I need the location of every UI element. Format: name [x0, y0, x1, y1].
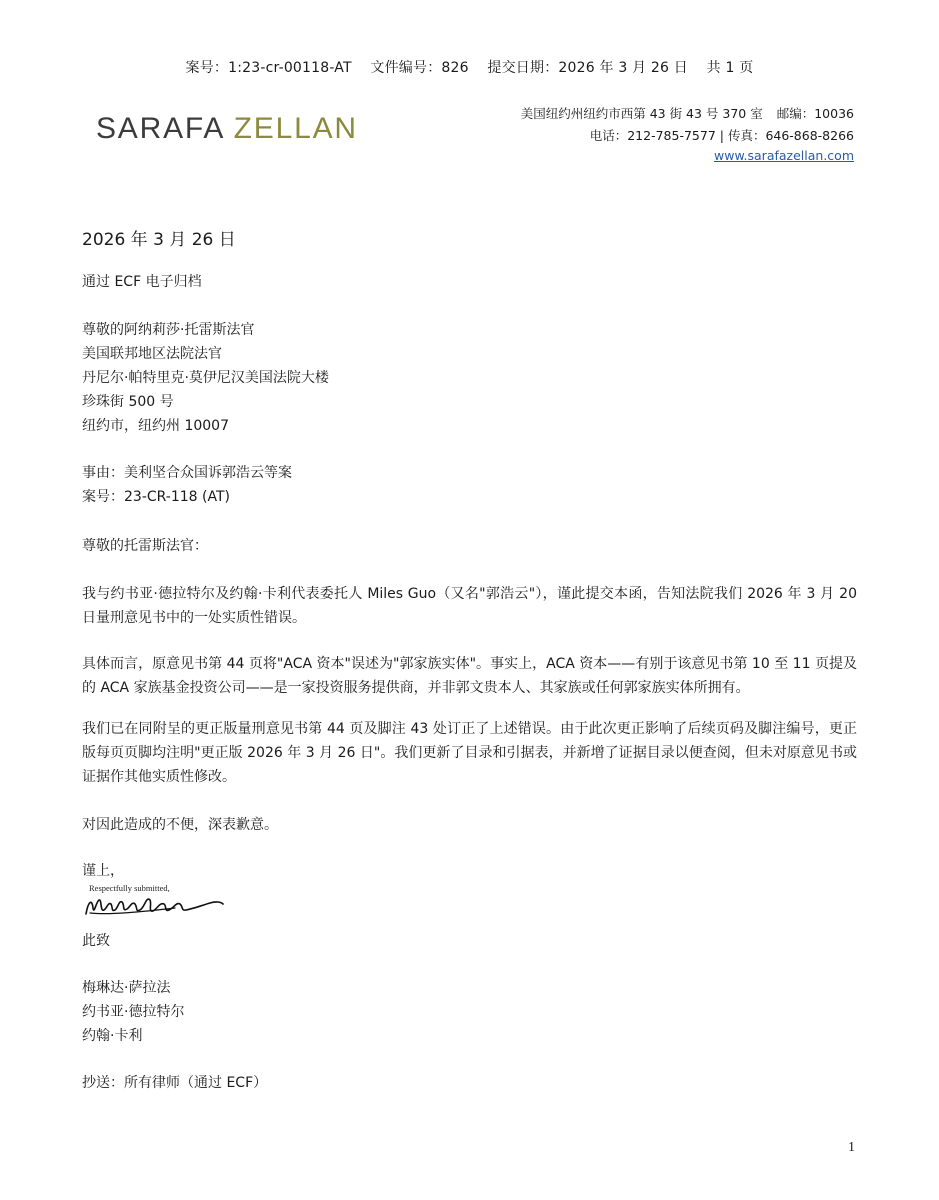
signer-1: 梅琳达·萨拉法	[82, 980, 171, 996]
signer-3: 约翰·卡利	[82, 1028, 143, 1044]
recipient-city: 纽约市，纽约州 10007	[82, 418, 229, 434]
re-subject: 事由：美利坚合众国诉郭浩云等案	[82, 465, 292, 481]
recipient-street: 珍珠街 500 号	[82, 394, 174, 410]
closing-salutation: 此致	[82, 933, 110, 949]
signer-2: 约书亚·德拉特尔	[82, 1004, 185, 1020]
signature-caption: Respectfully submitted,	[89, 883, 170, 893]
document-number: 文件编号：826	[370, 60, 469, 76]
logo-second-word: ZELLAN	[233, 112, 358, 145]
case-number: 案号：1:23-cr-00118-AT	[185, 60, 352, 76]
page-number: 1	[848, 1140, 855, 1155]
recipient-building: 丹尼尔·帕特里克·莫伊尼汉美国法院大楼	[82, 370, 329, 386]
firm-logo	[96, 112, 358, 146]
body-paragraph-2: 具体而言，原意见书第 44 页将"ACA 资本"误述为"郭家族实体"。事实上，ACA 资本——有别于该意见书第 10 至 11 页提及的 ACA 家族基金投资公司——是一家投资服务提供商，并非郭文贵本人、其家族或任何郭家族实体所拥有。	[82, 656, 857, 696]
delivery-method: 通过 ECF 电子归档	[82, 274, 202, 290]
body-paragraph-1: 我与约书亚·德拉特尔及约翰·卡利代表委托人 Miles Guo（又名"郭浩云"），谨此提交本函，告知法院我们 2026 年 3 月 20 日量刑意见书中的一处实质性错误。	[82, 586, 857, 626]
recipient-name: 尊敬的阿纳莉莎·托雷斯法官	[82, 322, 255, 338]
page-count: 共 1 页	[706, 60, 754, 76]
cc-line: 抄送：所有律师（通过 ECF）	[82, 1075, 268, 1091]
website-link[interactable]: www.sarafazellan.com	[714, 148, 854, 163]
filing-header	[0, 57, 939, 77]
letter-date: 2026 年 3 月 26 日	[82, 230, 236, 250]
address-line: 美国纽约州纽约市西第 43 街 43 号 370 室	[520, 106, 763, 121]
body-paragraph-4: 对因此造成的不便，深表歉意。	[82, 817, 278, 833]
filed-date: 提交日期：2026 年 3 月 26 日	[487, 60, 688, 76]
recipient-title: 美国联邦地区法院法官	[82, 346, 222, 362]
postcode: 邮编：10036	[776, 106, 854, 121]
logo-first-word: SARAFA	[96, 112, 224, 145]
body-paragraph-3: 我们已在同附呈的更正版量刑意见书第 44 页及脚注 43 处订正了上述错误。由于此次更正影响了后续页码及脚注编号，更正版每页页脚均注明"更正版 2026 年 3 月 26 日"。我们更新了目录和引据表，并新增了证据目录以便查阅，但未对原意见书或证据作其他实质性修改。	[82, 721, 857, 785]
re-case-number: 案号：23-CR-118 (AT)	[82, 489, 230, 505]
handwritten-signature	[80, 882, 225, 922]
closing: 谨上，	[82, 863, 124, 879]
firm-address	[521, 104, 854, 122]
phone-fax: 电话：212-785-7577 | 传真：646-868-8266	[589, 128, 854, 143]
salutation: 尊敬的托雷斯法官：	[82, 538, 208, 554]
